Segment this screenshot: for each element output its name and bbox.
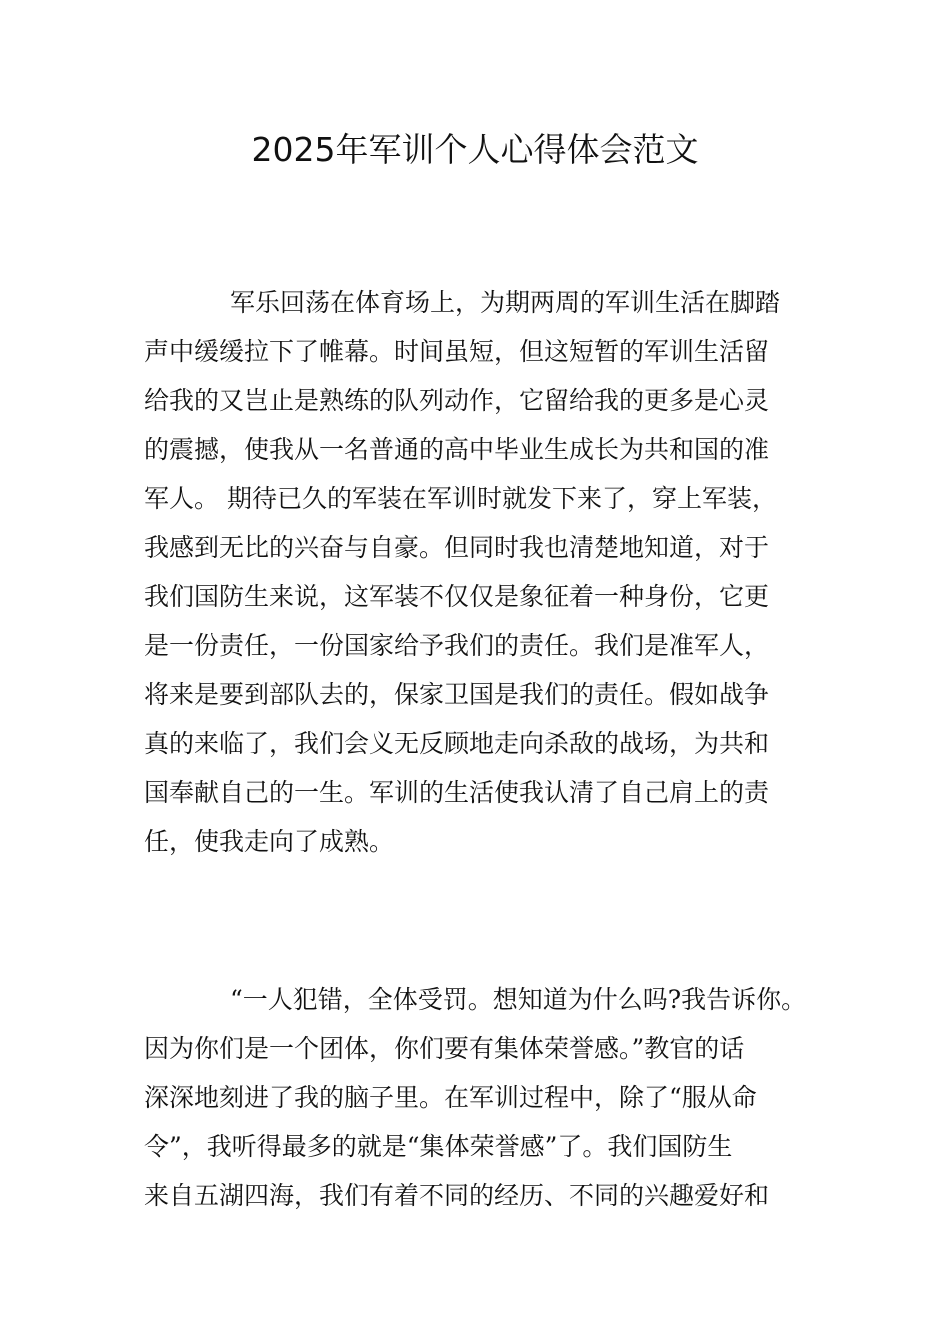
- paragraph-line: 国奉献自己的一生。军训的生活使我认清了自己肩上的责: [144, 778, 770, 807]
- paragraph-line: 是一份责任，一份国家给予我们的责任。我们是准军人，: [144, 631, 770, 660]
- document-title: 2025年军训个人心得体会范文: [251, 130, 699, 169]
- paragraph-line: 声中缓缓拉下了帷幕。时间虽短，但这短暂的军训生活留: [144, 337, 770, 366]
- paragraph-line: 来自五湖四海，我们有着不同的经历、不同的兴趣爱好和: [144, 1181, 770, 1210]
- paragraph-line: 令”，我听得最多的就是“集体荣誉感”了。我们国防生: [144, 1132, 733, 1161]
- paragraph-1: [144, 278, 844, 866]
- paragraph-line: 给我的又岂止是熟练的队列动作，它留给我的更多是心灵: [144, 386, 770, 415]
- paragraph-line: 将来是要到部队去的，保家卫国是我们的责任。假如战争: [144, 680, 770, 709]
- paragraph-line: 我们国防生来说，这军装不仅仅是象征着一种身份，它更: [144, 582, 770, 611]
- paragraph-line: 任，使我走向了成熟。: [144, 827, 395, 856]
- paragraph-line: 的震撼，使我从一名普通的高中毕业生成长为共和国的准: [144, 435, 770, 464]
- paragraph-line: 军人。 期待已久的军装在军训时就发下来了，穿上军装，: [144, 484, 777, 513]
- paragraph-line: 深深地刻进了我的脑子里。在军训过程中，除了“服从命: [144, 1083, 757, 1112]
- paragraph-2: [144, 975, 844, 1220]
- paragraph-line: 我感到无比的兴奋与自豪。但同时我也清楚地知道，对于: [144, 533, 770, 562]
- paragraph-line: 因为你们是一个团体，你们要有集体荣誉感。”教官的话: [144, 1034, 745, 1063]
- paragraph-line: “一人犯错，全体受罚。想知道为什么吗?我告诉你。: [230, 985, 807, 1014]
- paragraph-line: 军乐回荡在体育场上，为期两周的军训生活在脚踏: [230, 288, 781, 317]
- paragraph-line: 真的来临了，我们会义无反顾地走向杀敌的战场，为共和: [144, 729, 770, 758]
